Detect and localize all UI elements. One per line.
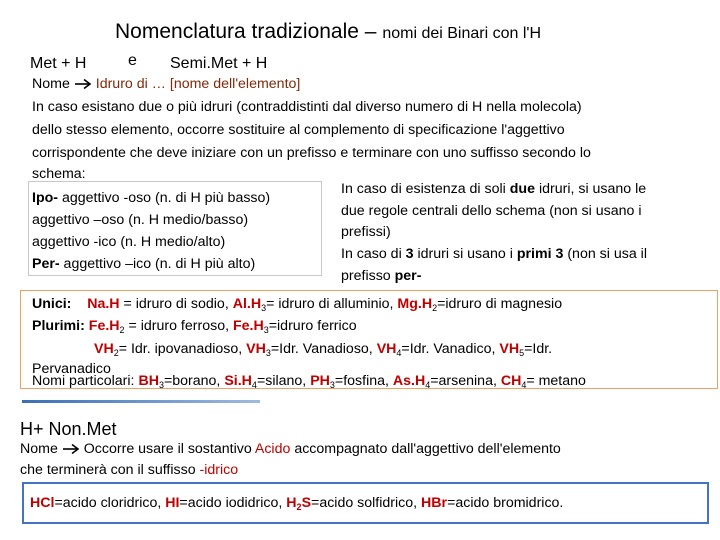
title-nomi: nomi [382,25,417,42]
semimet-h-heading: Semi.Met + H [170,55,268,72]
arrow-right-icon [62,443,80,455]
schema-row-ico: aggettivo -ico (n. H medio/alto) [32,234,226,250]
conjunction-e: e [128,52,137,69]
schema-row-ipo: Ipo- aggettivo -oso (n. di H più basso) [32,190,271,206]
para-line-1: In caso esistano due o più idruri (contraddistinti dal diverso numero di H nella molecola) [32,99,582,115]
para-line-3: corrispondente che deve iniziare con un prefisso e terminare con uno suffisso secondo lo [32,145,591,161]
schema-row-per: Per- aggettivo –ico (n. di H più alto) [32,256,256,272]
note-line-5: prefisso per- [341,268,422,284]
acid-rule-line-2: che terminerà con il suffisso -idrico [20,462,239,478]
note-line-4: In caso di 3 idruri si usano i primi 3 (non si usa il [341,246,647,262]
nome-rule-line: Nome Idruro di … [nome dell'elemento] [32,76,301,92]
section-divider [22,400,260,403]
arrow-right-icon [74,78,92,90]
met-h-heading: Met + H [30,55,87,72]
title-binari: Binari con l'H [447,25,542,42]
para-line-4: schema: [32,166,86,182]
note-line-1: In caso di esistenza di soli due idruri, si usano le [341,181,647,197]
schema-row-oso: aggettivo –oso (n. H medio/basso) [32,212,249,228]
note-line-3: prefissi) [341,224,391,240]
unici-line: Unici: Na.H = idruro di sodio, $Al.H_3=$ idruro di alluminio, $Mg.H_2=idruro$ di magnesio [32,296,563,313]
vanadium-line: $VH_2=$ Idr. ipovanadioso, $VH_3=Idr$. Vanadioso, $VH_4=Idr$. Vanadico, $VH_5=Idr$. [94,341,553,358]
plurimi-line: Plurimi: $Fe.H_2$ = idruro ferroso, $Fe.H_3=idruro$ ferrico [32,318,357,335]
acid-rule-line-1: Nome Occorre usare il sostantivo Acido accompagnato dall'aggettivo dell'elemento [20,441,561,457]
para-line-2: dello stesso elemento, occorre sostituire al complemento di specificazione l'aggettivo [32,122,565,138]
note-line-2: due regole centrali dello schema (non si usano i [341,203,642,219]
h-nonmet-heading: H+ Non.Met [20,419,117,439]
page-title: Nomenclatura tradizionale – nomi dei Binari con l'H [115,20,542,43]
nomi-particolari-line: Nomi particolari: $BH_3=borano$, $Si.H_4=silano$, $PH_3=fosfina$, $As.H_4=arsenina$, $CH_4= metano$ [32,373,586,390]
acids-examples-line: HCl=acido cloridrico, HI=acido iodidrico, $H_2S=acido$ solfidrico, HBr=acido bromidrico. [30,495,564,512]
pervanadico-text: Pervanadico [32,361,111,377]
